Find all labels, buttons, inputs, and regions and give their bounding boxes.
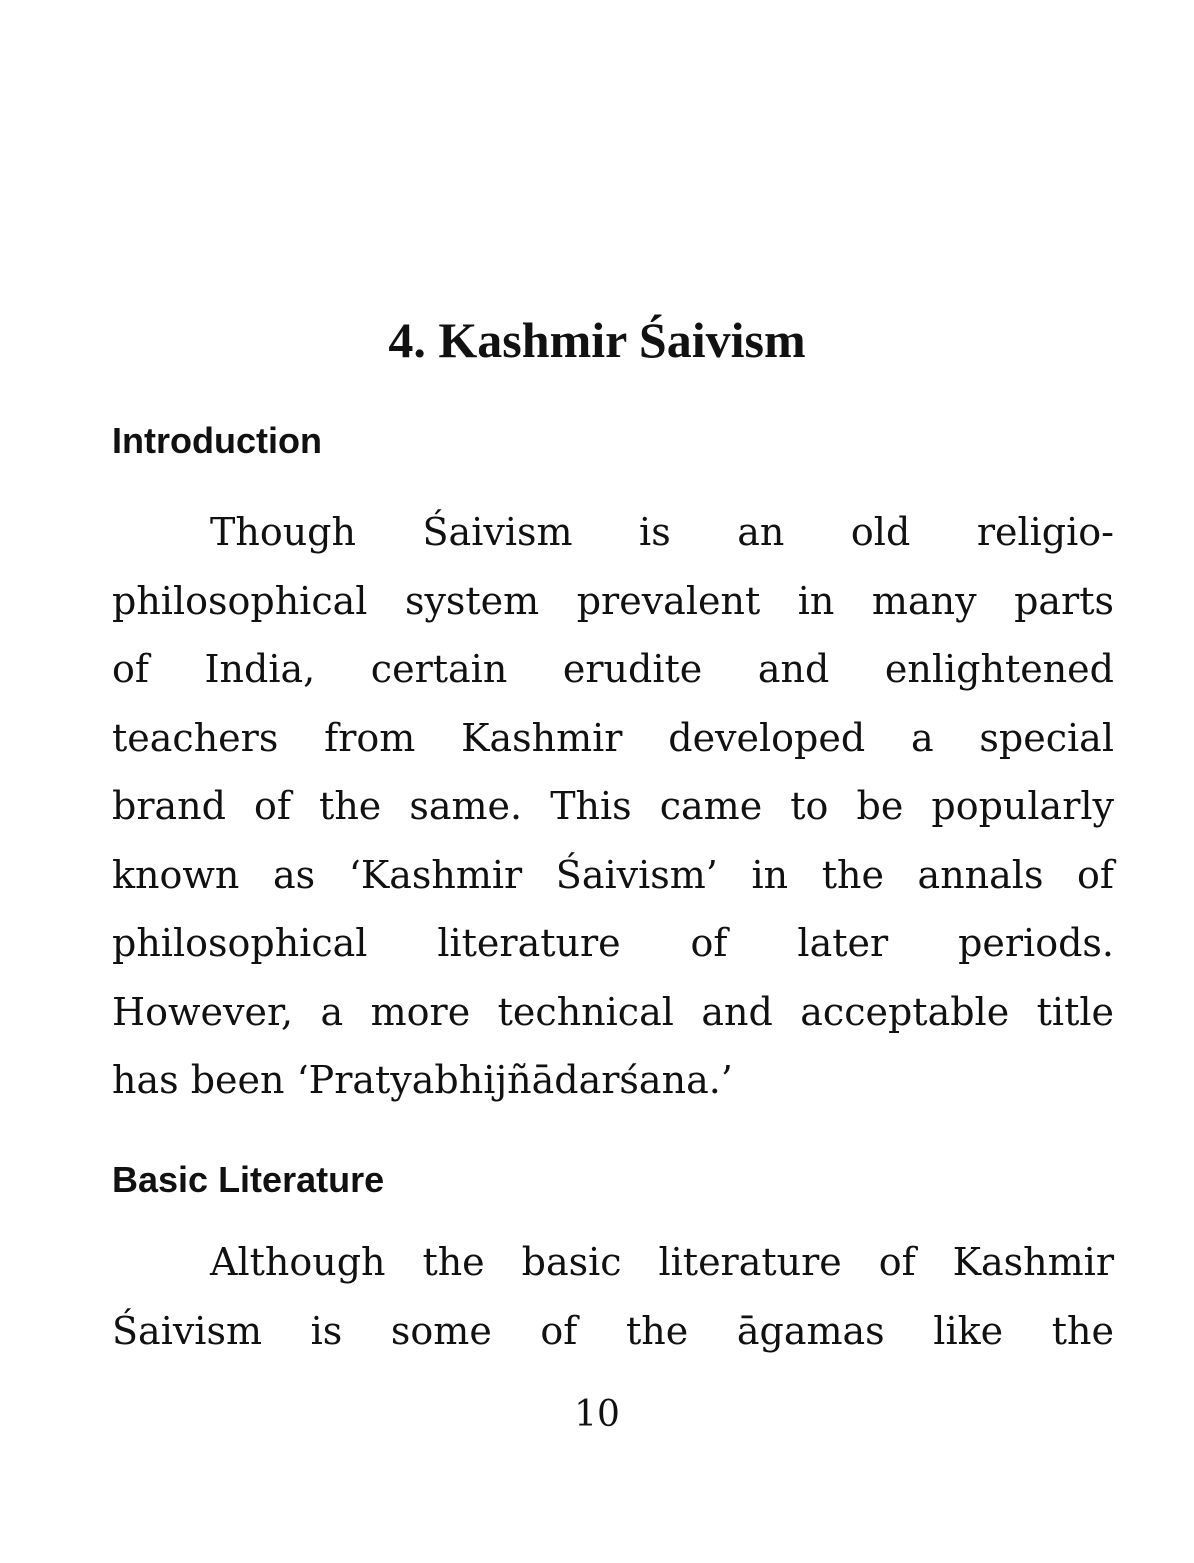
basic-literature-paragraph xyxy=(112,1228,1114,1365)
paragraph-line: Though Śaivism is an old religio- xyxy=(210,510,1114,554)
section-heading-introduction: Introduction xyxy=(112,420,322,461)
paragraph-line: known as ‘Kashmir Śaivism’ in the annals of xyxy=(112,852,1114,897)
chapter-title: 4. Kashmir Śaivism xyxy=(388,312,806,368)
page-number: 10 xyxy=(574,1394,620,1435)
paragraph-line: of India, certain erudite and enlightened xyxy=(112,647,1114,691)
paragraph-line: philosophical literature of later periods. xyxy=(112,921,1114,965)
paragraph-line: has been ‘Pratyabhijñādarśana.’ xyxy=(112,1058,733,1102)
paragraph-line: brand of the same. This came to be popularly xyxy=(112,784,1114,828)
introduction-paragraph xyxy=(112,498,1114,1115)
paragraph-line: philosophical system prevalent in many parts xyxy=(112,578,1114,623)
paragraph-line: Śaivism is some of the āgamas like the xyxy=(112,1308,1114,1353)
paragraph-line: teachers from Kashmir developed a special xyxy=(112,715,1114,760)
section-heading-basic-literature: Basic Literature xyxy=(112,1159,385,1200)
paragraph-line: However, a more technical and acceptable title xyxy=(112,989,1114,1034)
paragraph-line: Although the basic literature of Kashmir xyxy=(210,1240,1114,1284)
